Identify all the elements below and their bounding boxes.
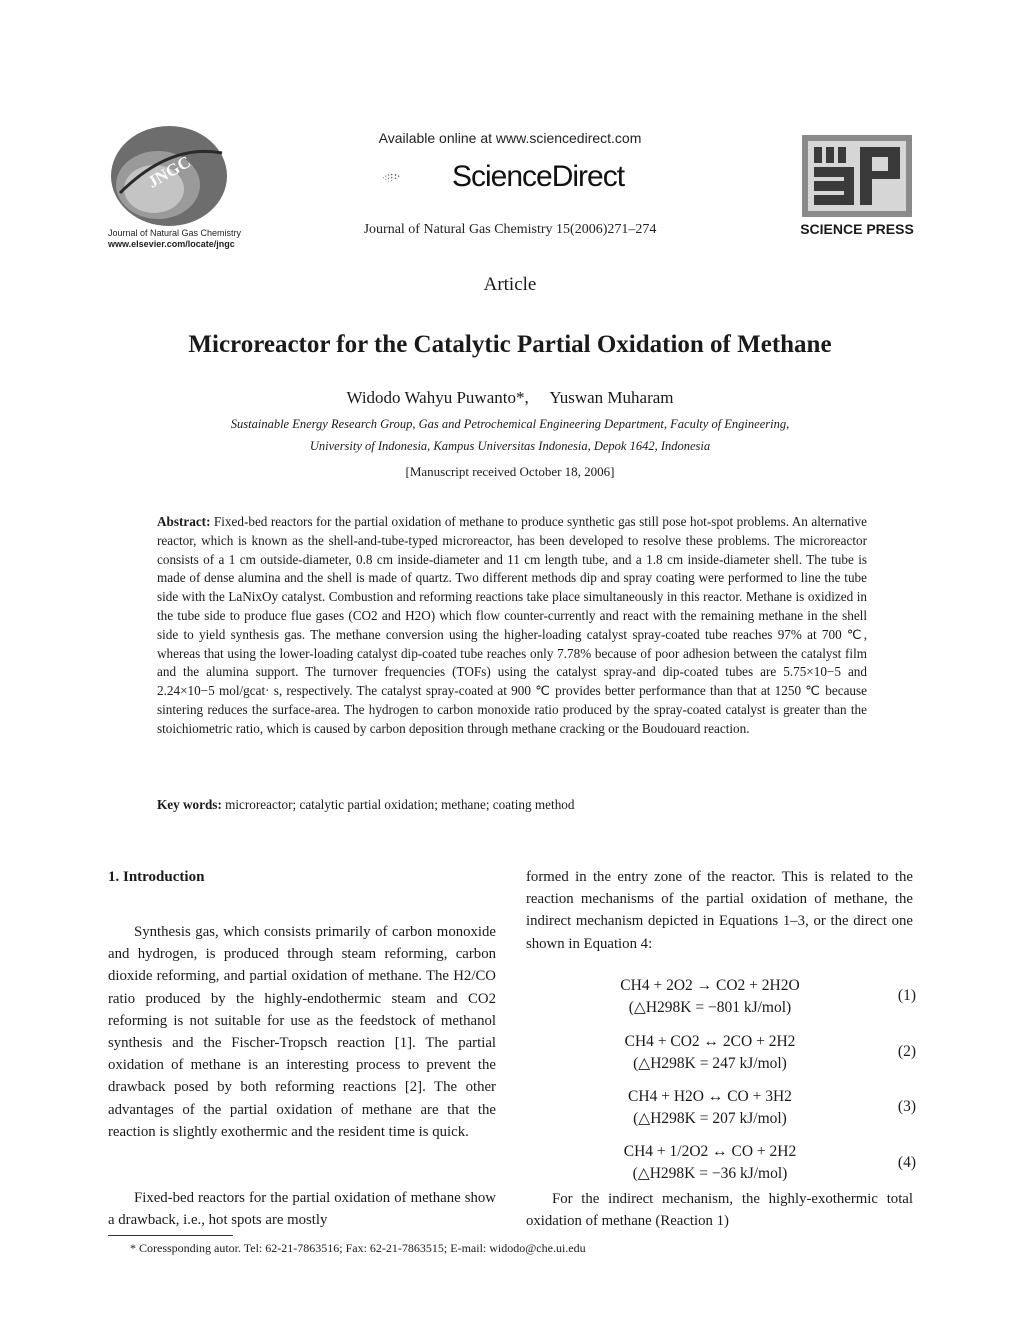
equation-2-reaction: CH4 + CO2 ↔ 2CO + 2H2 bbox=[624, 1033, 796, 1050]
paragraph-right-2: For the indirect mechanism, the highly-exothermic total oxidation of methane (Reaction 1) bbox=[526, 1191, 913, 1230]
article-type: Article bbox=[483, 274, 537, 295]
journal-citation: Journal of Natural Gas Chemistry 15(2006)271–274 bbox=[363, 222, 657, 237]
keywords-label: Key words: bbox=[157, 797, 222, 812]
equation-4-number: (4) bbox=[897, 1154, 916, 1171]
affiliation-line-1: Sustainable Energy Research Group, Gas and Petrochemical Engineering Department, Faculty of Engineering, bbox=[230, 417, 790, 431]
sciencedirect-dots-icon bbox=[382, 157, 452, 199]
jngc-caption bbox=[108, 228, 258, 250]
equation-3-number: (3) bbox=[897, 1098, 916, 1115]
paragraph-right-1: formed in the entry zone of the reactor. This is related to the reaction mechanisms of the partial oxidation of methane, the indirect mechanism depicted in Equations 1–3, or the direct one shown in Equation 4: bbox=[526, 869, 913, 952]
paragraph-left-2: Fixed-bed reactors for the partial oxidation of methane show a drawback, i.e., hot spots are mostly bbox=[108, 1190, 496, 1229]
section-heading-introduction: 1. Introduction bbox=[108, 869, 205, 885]
footnote: * Coressponding autor. Tel: 62-21-7863516; Fax: 62-21-7863515; E-mail: widodo@che.ui.edu bbox=[130, 1241, 586, 1255]
available-online-text: Available online at www.sciencedirect.com bbox=[378, 130, 642, 146]
abstract-label: Abstract: bbox=[157, 514, 211, 529]
paragraph-left-1: Synthesis gas, which consists primarily of carbon monoxide and hydrogen, is produced through steam reforming, carbon dioxide reforming, and partial oxidation of methane. The H2/CO ratio produced by the highly-endothermic steam and CO2 reforming is not suitable for use as the feedstock of methanol synthesis and the Fischer-Tropsch reaction [1]. The partial oxidation of methane is an interesting process to prevent the drawback posed by both reforming reactions [2]. The other advantages of the partial oxidation of methane are that the reaction is slightly exothermic and the resident time is quick. bbox=[108, 924, 496, 1140]
equation-1-enthalpy: (△H298K = −801 kJ/mol) bbox=[628, 999, 792, 1016]
abstract bbox=[157, 513, 867, 739]
equation-4-enthalpy: (△H298K = −36 kJ/mol) bbox=[632, 1165, 788, 1182]
keywords bbox=[157, 797, 867, 813]
equation-3 bbox=[560, 1086, 860, 1130]
jngc-caption-line-1: Journal of Natural Gas Chemistry bbox=[108, 228, 242, 238]
affiliation-line-2: University of Indonesia, Kampus Universitas Indonesia, Depok 1642, Indonesia bbox=[309, 439, 711, 453]
science-press-logo bbox=[802, 135, 912, 217]
equation-4-reaction: CH4 + 1/2O2 ↔ CO + 2H2 bbox=[623, 1143, 797, 1160]
equation-3-reaction: CH4 + H2O ↔ CO + 3H2 bbox=[628, 1088, 792, 1105]
authors: Widodo Wahyu Puwanto*, Yuswan Muharam bbox=[346, 388, 674, 407]
sciencedirect-brand: ScienceDirect bbox=[452, 160, 625, 193]
footnote-rule bbox=[108, 1235, 233, 1236]
equation-1 bbox=[560, 975, 860, 1019]
equation-4 bbox=[560, 1141, 860, 1185]
equation-2-number: (2) bbox=[897, 1043, 916, 1060]
science-press-label: SCIENCE PRESS bbox=[800, 221, 914, 237]
jngc-logo bbox=[110, 123, 228, 229]
abstract-text: Fixed-bed reactors for the partial oxidation of methane to produce synthetic gas still pose hot-spot problems. An alternative reactor, which is known as the shell-and-tube-typed microreactor, has been developed to resolve these problems. The microreactor consists of a 1 cm outside-diameter, 0.8 cm inside-diameter and 11 cm length tube, and a 1.8 cm inside-diameter shell. The tube is made of dense alumina and the shell is made of quartz. Two different methods dip and spray coating were performed to line the tube side with the LaNixOy catalyst. Combustion and reforming reactions take place simultaneously in this reactor. Methane is oxidized in the tube side to produce flue gases (CO2 and H2O) which flow counter-currently and react with the remaining methane in the shell side to yield synthesis gas. The methane conversion using the higher-loading catalyst spray-coated tube reaches 97% at 700 ℃, whereas that using the lower-loading catalyst dip-coated tube reaches only 7.78% because of poor adhesion between the catalyst film and the alumina support. The turnover frequencies (TOFs) using the catalyst spray-and dip-coated tubes are 5.75×10−5 and 2.24×10−5 mol/gcat· s, respectively. The catalyst spray-coated at 900 ℃ provides better performance than that at 1250 ℃ because sintering reduces the surface-area. The hydrogen to carbon monoxide ratio produced by the spray-coated catalyst is greater than the stoichiometric ratio, which is caused by carbon deposition through methane cracking or the Boudouard reaction. bbox=[157, 514, 867, 736]
equation-3-enthalpy: (△H298K = 207 kJ/mol) bbox=[633, 1110, 787, 1127]
paper-title: Microreactor for the Catalytic Partial Oxidation of Methane bbox=[188, 331, 832, 358]
keywords-text: microreactor; catalytic partial oxidation; methane; coating method bbox=[225, 797, 575, 812]
equation-2 bbox=[560, 1031, 860, 1075]
manuscript-received: [Manuscript received October 18, 2006] bbox=[405, 464, 615, 479]
jngc-caption-line-2: www.elsevier.com/locate/jngc bbox=[108, 239, 235, 249]
equation-2-enthalpy: (△H298K = 247 kJ/mol) bbox=[633, 1055, 787, 1072]
jngc-letters: JNGC bbox=[144, 152, 194, 192]
equation-1-reaction: CH4 + 2O2 → CO2 + 2H2O bbox=[620, 977, 800, 994]
equation-1-number: (1) bbox=[897, 987, 916, 1004]
